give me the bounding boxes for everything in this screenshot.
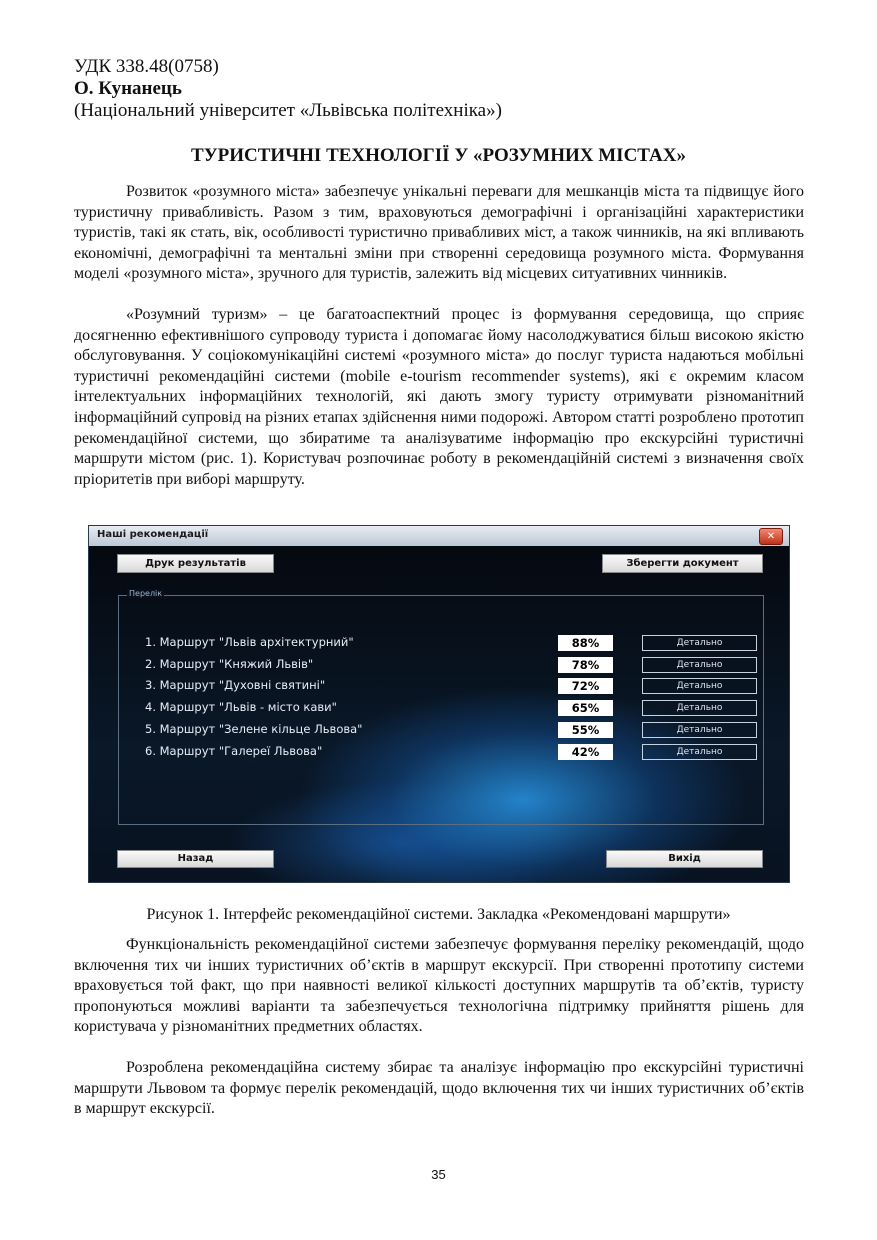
print-results-button[interactable]: Друк результатів: [117, 554, 274, 573]
route-label: 5. Маршрут "Зелене кільце Львова": [145, 722, 363, 736]
save-document-button[interactable]: Зберегти документ: [602, 554, 763, 573]
udc-code: УДК 338.48(0758): [74, 56, 219, 77]
route-label: 4. Маршрут "Львів - місто кави": [145, 700, 337, 714]
author-name: О. Кунанець: [74, 78, 182, 99]
figure-caption: Рисунок 1. Інтерфейс рекомендаційної системи. Закладка «Рекомендовані маршрути»: [146, 906, 731, 923]
window-titlebar: [89, 526, 789, 547]
route-label: 1. Маршрут "Львів архітектурний": [145, 635, 354, 649]
route-detail-button[interactable]: Детально: [642, 722, 757, 738]
route-detail-button[interactable]: Детально: [642, 678, 757, 694]
route-percent: 65%: [558, 700, 613, 716]
group-label: Перелік: [129, 589, 163, 598]
route-percent: 55%: [558, 722, 613, 738]
route-percent: 88%: [558, 635, 613, 651]
route-percent: 78%: [558, 657, 613, 673]
paragraph-3: Функціональність рекомендаційної системи забезпечує формування переліку рекомендацій, щодо включення тих чи інших туристичних об’єктів в маршрут екскурсії. При створенні прототипу системи враховується той факт, що при наявності великої кількості доступних маршрутів та об’єктів, туристу пропонуються можливі варіанти та забезпечується технологічна підтримку прийняття рішень для користувача у різноманітних предметних областях.: [74, 936, 804, 1036]
paragraph-2: «Розумний туризм» – це багатоаспектний процес із формування середовища, що сприяє досягненню ефективнішого супроводу туриста і допомагає йому насолоджуватися більш високою якістю обслуговування. У соціокомунікаційні системі «розумного міста» до послуг туриста надаються мобільні туристичні рекомендаційні системи (mobile e-tourism recommender systems), які є окремим класом інтелектуальних інформаційних технологій, які дають змогу туристу отримувати різноманітний інформаційний супровід на різних етапах здійснення ними подорожі. Автором статті розроблено прототип рекомендаційної системи, що збиратиме та аналізуватиме інформацію про екскурсійні туристичні маршрути містом (рис. 1). Користувач розпочинає роботу в рекомендаційній системі з визначення своїх пріоритетів при виборі маршруту.: [74, 306, 804, 488]
route-label: 2. Маршрут "Княжий Львів": [145, 657, 314, 671]
route-detail-button[interactable]: Детально: [642, 635, 757, 651]
route-percent: 42%: [558, 744, 613, 760]
figure-app-window: [88, 525, 790, 883]
author-affiliation: (Національний університет «Львівська політехніка»): [74, 100, 502, 121]
route-detail-button[interactable]: Детально: [642, 700, 757, 716]
paragraph-1: Розвиток «розумного міста» забезпечує унікальні переваги для мешканців міста та підвищує його туристичну привабливість. Разом з тим, враховуються демографічні і організаційні характеристики туристів, такі як стать, вік, особливості туристично привабливих міст, а також чинників, на які впливають економічні, демографічні та ментальні зміни при створенні середовища розумного міста. Формування моделі «розумного міста», зручного для туристів, залежить від місцевих ситуативних чинників.: [74, 183, 804, 283]
paragraph-4: Розроблена рекомендаційна систему збирає та аналізує інформацію про екскурсійні туристичні маршрути Львовом та формує перелік рекомендацій, щодо включення тих чи інших туристичних об’єктів в маршрут екскурсії.: [74, 1059, 804, 1118]
route-detail-button[interactable]: Детально: [642, 744, 757, 760]
window-client-area: [89, 546, 789, 883]
route-percent: 72%: [558, 678, 613, 694]
route-list-group: [118, 589, 764, 825]
back-button[interactable]: Назад: [117, 850, 274, 868]
paper-title: ТУРИСТИЧНІ ТЕХНОЛОГІЇ У «РОЗУМНИХ МІСТАХ»: [191, 145, 686, 166]
route-label: 6. Маршрут "Галереї Львова": [145, 744, 323, 758]
page-number: 35: [431, 1167, 446, 1182]
window-title: Наші рекомендації: [97, 529, 209, 540]
close-icon[interactable]: ✕: [759, 528, 783, 545]
route-label: 3. Маршрут "Духовні святині": [145, 678, 326, 692]
route-detail-button[interactable]: Детально: [642, 657, 757, 673]
exit-button[interactable]: Вихід: [606, 850, 763, 868]
